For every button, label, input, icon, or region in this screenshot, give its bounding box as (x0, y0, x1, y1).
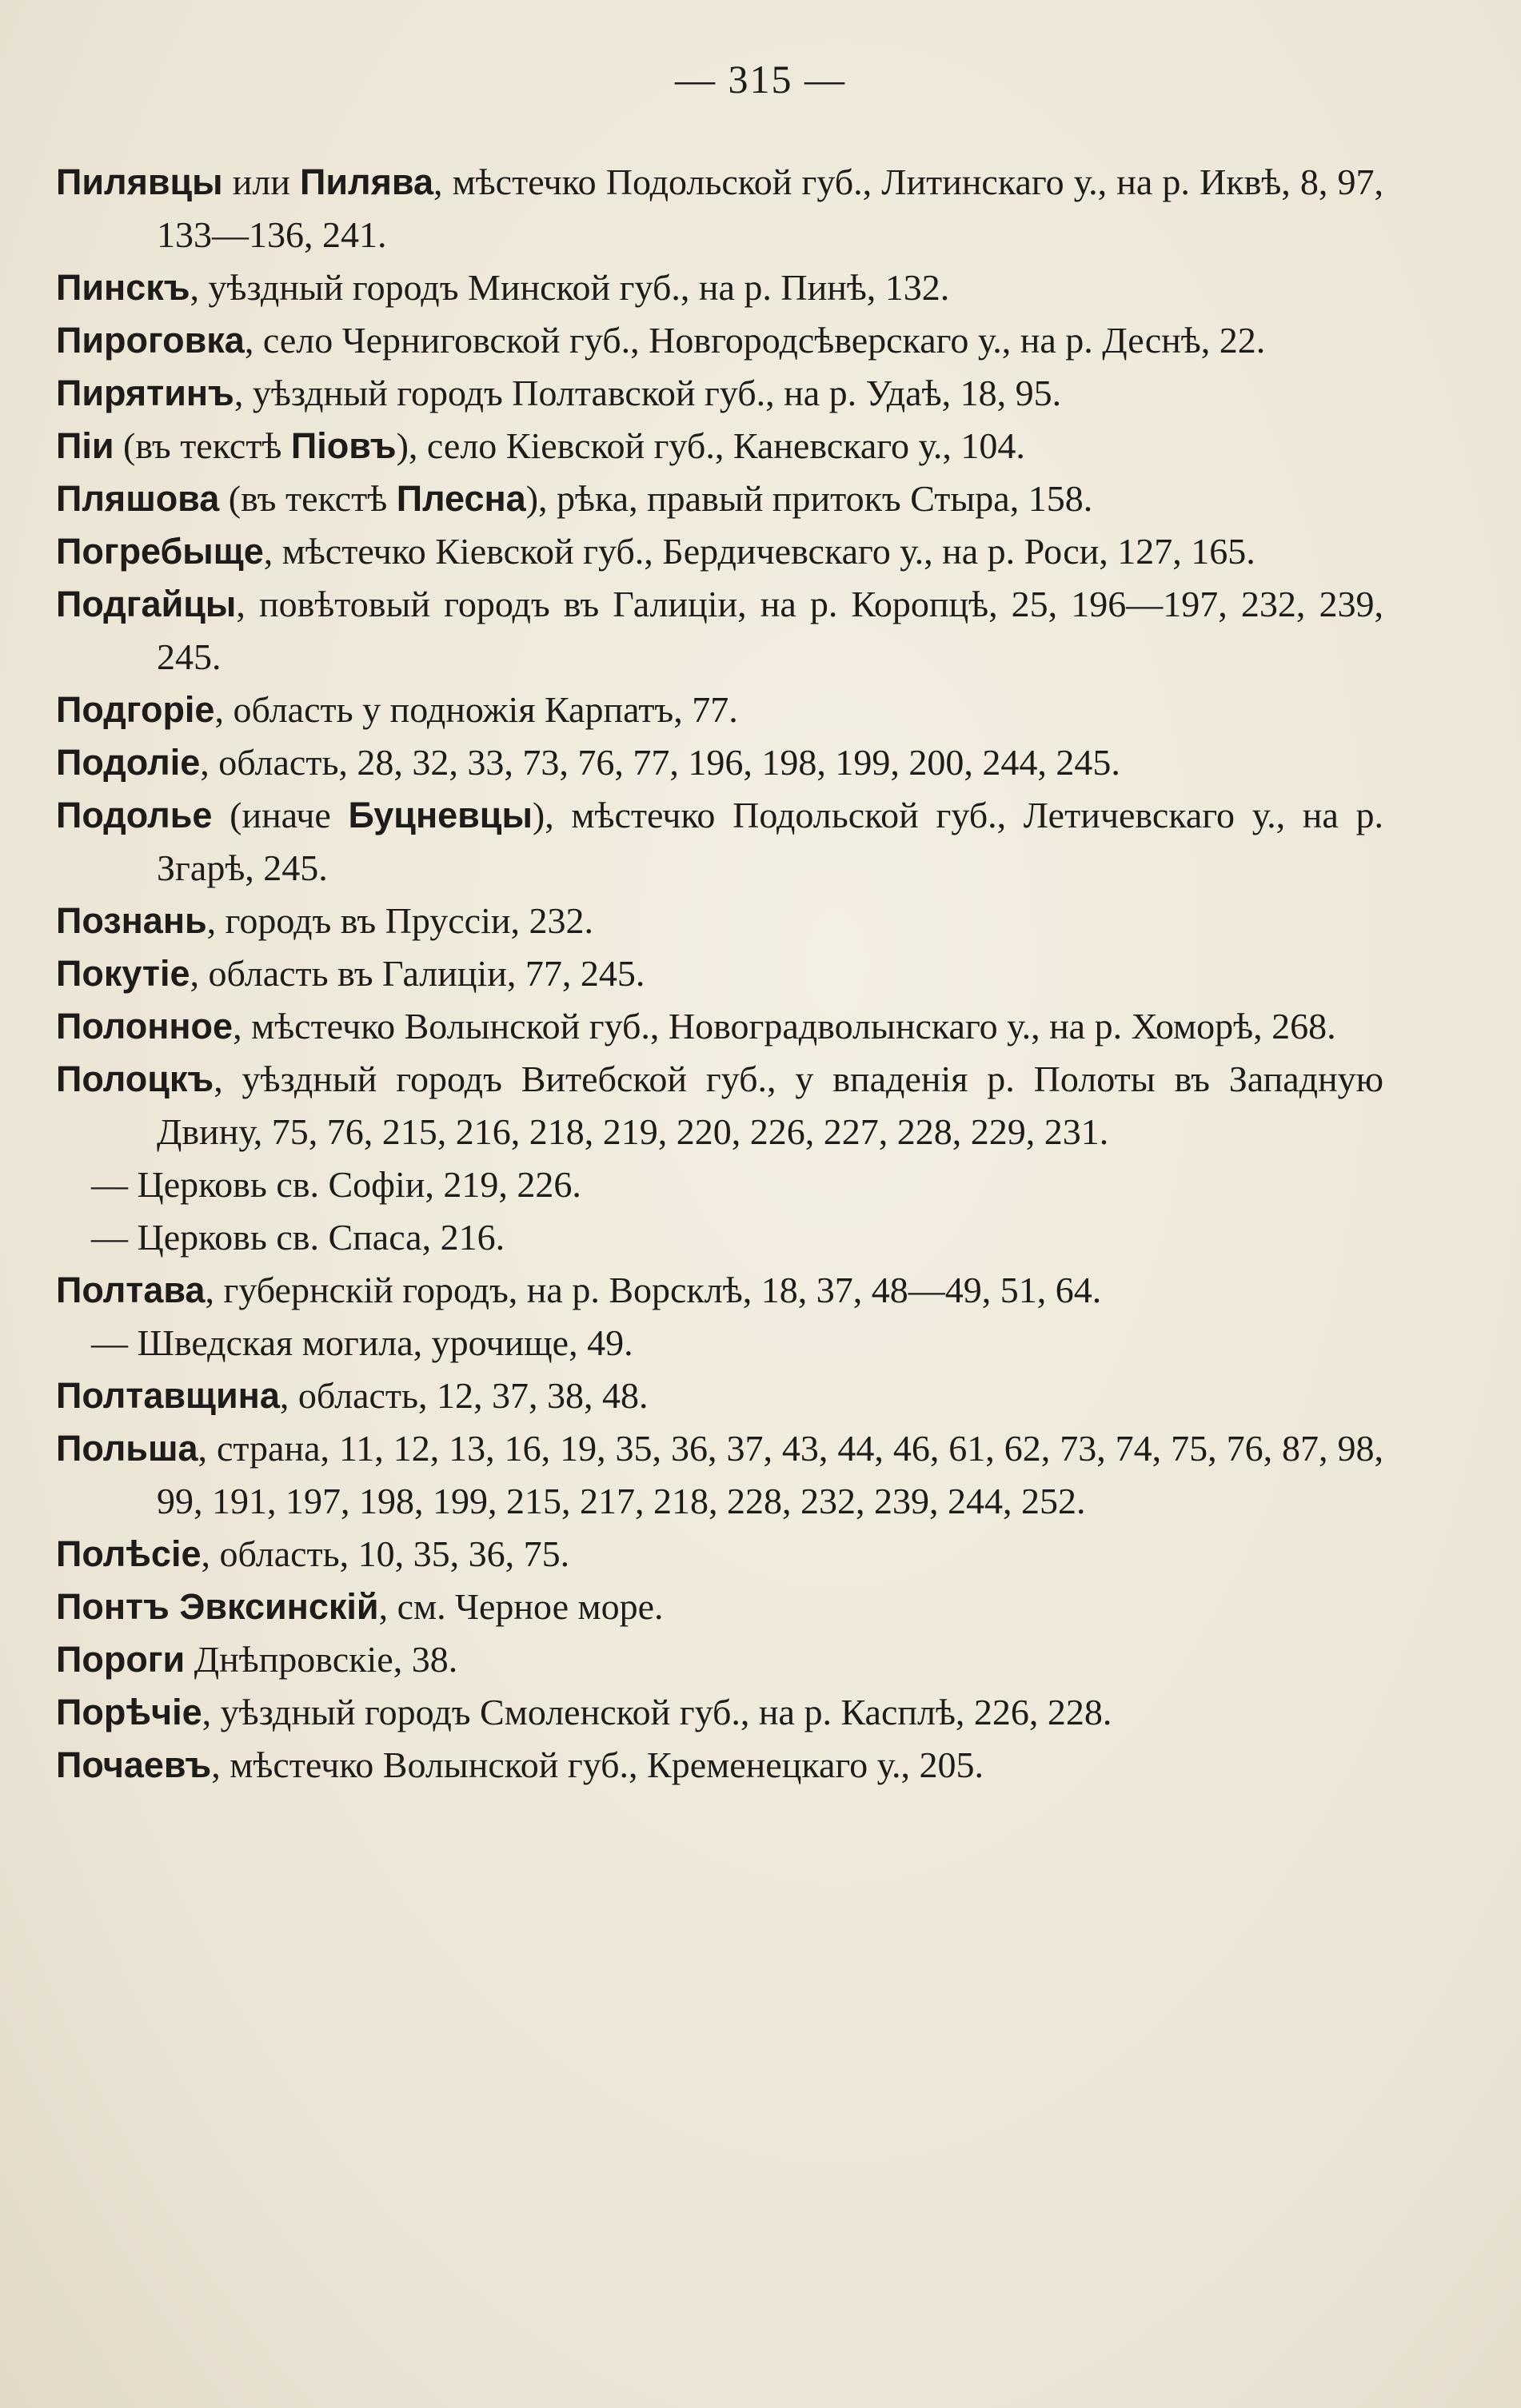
entry-alt-term: Пилява (300, 161, 433, 202)
index-entry (56, 420, 1383, 472)
index-entry (56, 367, 1383, 420)
entry-term: Подгоріе (56, 689, 215, 730)
entry-term: Пироговка (56, 320, 245, 361)
index-entry (56, 261, 1383, 314)
entry-term: Полтавщина (56, 1375, 280, 1416)
entry-connector: (въ текстѣ (219, 478, 397, 519)
index-entry (56, 1739, 1383, 1792)
entry-text: , область, 12, 37, 38, 48. (279, 1375, 649, 1416)
entry-term: Почаевъ (56, 1744, 212, 1785)
entry-text: , мѣстечко Подольской губ., Литинскаго у., на р. Иквѣ, 8, 97, 133—136, 241. (157, 161, 1383, 255)
index-entry (56, 1264, 1383, 1317)
entry-connector: или (222, 161, 301, 202)
entry-text: , мѣстечко Кіевской губ., Бердичевскаго у., на р. Роси, 127, 165. (263, 531, 1256, 572)
index-entries (56, 156, 1383, 1792)
entry-text: , село Черниговской губ., Новгородсѣверскаго у., на р. Деснѣ, 22. (244, 320, 1266, 361)
index-subentry: — Шведская могила, урочище, 49. (91, 1322, 633, 1363)
index-entry (56, 1369, 1383, 1422)
entry-text: ), село Кіевской губ., Каневскаго у., 104. (396, 425, 1025, 466)
entry-text: , см. Черное море. (378, 1586, 664, 1627)
entry-text: ), рѣка, правый притокъ Стыра, 158. (525, 478, 1093, 519)
entry-term: Подгайцы (56, 584, 237, 624)
index-entry (56, 472, 1383, 525)
entry-text: , уѣздный городъ Витебской губ., у впаденія р. Полоты въ Западную Двину, 75, 76, 215, 216, 218, 219, 220, 226, 227, 228, 229, 231. (157, 1058, 1383, 1152)
entry-term: Погребыще (56, 531, 264, 572)
entry-text: , мѣстечко Волынской губ., Кременецкаго у., 205. (211, 1744, 984, 1785)
entry-term: Пирятинъ (56, 373, 234, 413)
index-entry (56, 156, 1383, 261)
entry-text: , мѣстечко Волынской губ., Новоградволынскаго у., на р. Хоморѣ, 268. (233, 1006, 1336, 1047)
entry-alt-term: Піовъ (290, 425, 397, 466)
entry-term: Подоліе (56, 742, 201, 783)
index-entry (56, 736, 1383, 789)
entry-term: Піи (56, 425, 114, 466)
index-entry (56, 789, 1383, 895)
entry-term: Порѣчіе (56, 1692, 202, 1732)
entry-term: Покутіе (56, 953, 190, 994)
entry-text: , повѣтовый городъ въ Галиціи, на р. Коропцѣ, 25, 196—197, 232, 239, 245. (157, 584, 1383, 677)
index-entry (56, 684, 1383, 736)
index-subentry: — Церковь св. Софіи, 219, 226. (91, 1164, 581, 1205)
index-entry (56, 314, 1383, 367)
entry-text: , область у подножія Карпатъ, 77. (214, 689, 738, 730)
index-entry (56, 895, 1383, 947)
entry-text: , область, 28, 32, 33, 73, 76, 77, 196, 198, 199, 200, 244, 245. (200, 742, 1120, 783)
entry-text: , городъ въ Пруссіи, 232. (206, 900, 593, 941)
entry-connector: (иначе (212, 795, 349, 835)
index-subentry: — Церковь св. Спаса, 216. (91, 1217, 505, 1258)
entry-term: Польша (56, 1428, 198, 1469)
entry-text: Днѣпровскіе, 38. (185, 1639, 458, 1680)
entry-term: Пинскъ (56, 267, 190, 308)
entry-text: , область, 10, 35, 36, 75. (201, 1533, 570, 1574)
entry-term: Пляшова (56, 478, 220, 519)
entry-text: , уѣздный городъ Минской губ., на р. Пинѣ, 132. (190, 267, 950, 308)
index-entry (56, 1528, 1383, 1581)
page-number: — 315 — (675, 57, 846, 102)
entry-term: Познань (56, 900, 207, 941)
entry-text: , область въ Галиціи, 77, 245. (190, 953, 645, 994)
entry-term: Пороги (56, 1639, 186, 1680)
entry-alt-term: Буцневцы (348, 795, 533, 835)
index-entry (56, 947, 1383, 1000)
entry-text: , уѣздный городъ Полтавской губ., на р. Удаѣ, 18, 95. (234, 373, 1062, 413)
entry-text: ), мѣстечко Подольской губ., Летичевскаго у., на р. Згарѣ, 245. (157, 795, 1383, 888)
entry-connector: (въ текстѣ (114, 425, 291, 466)
index-entry (56, 1422, 1383, 1528)
entry-term: Полоцкъ (56, 1058, 214, 1099)
entry-term: Пилявцы (56, 161, 223, 202)
index-entry (56, 1633, 1383, 1686)
entry-term: Полѣсіе (56, 1533, 202, 1574)
entry-term: Подолье (56, 795, 213, 835)
index-entry (56, 1686, 1383, 1739)
index-entry (56, 578, 1383, 684)
index-entry (56, 1053, 1383, 1158)
entry-text: , уѣздный городъ Смоленской губ., на р. Касплѣ, 226, 228. (202, 1692, 1112, 1732)
entry-term: Полонное (56, 1006, 234, 1047)
index-entry (56, 525, 1383, 578)
entry-text: , губернскій городъ, на р. Ворсклѣ, 18, 37, 48—49, 51, 64. (205, 1270, 1102, 1310)
index-entry (56, 1000, 1383, 1053)
entry-term: Полтава (56, 1270, 206, 1310)
entry-term: Понтъ Эвксинскій (56, 1586, 379, 1627)
index-entry (56, 1581, 1383, 1633)
entry-text: , страна, 11, 12, 13, 16, 19, 35, 36, 37, 43, 44, 46, 61, 62, 73, 74, 75, 76, 87, 98, 99, 191, 197, 198, 199, 215, 217, 218, 228, 232, 239, 244, 252. (157, 1428, 1383, 1521)
entry-alt-term: Плесна (396, 478, 526, 519)
